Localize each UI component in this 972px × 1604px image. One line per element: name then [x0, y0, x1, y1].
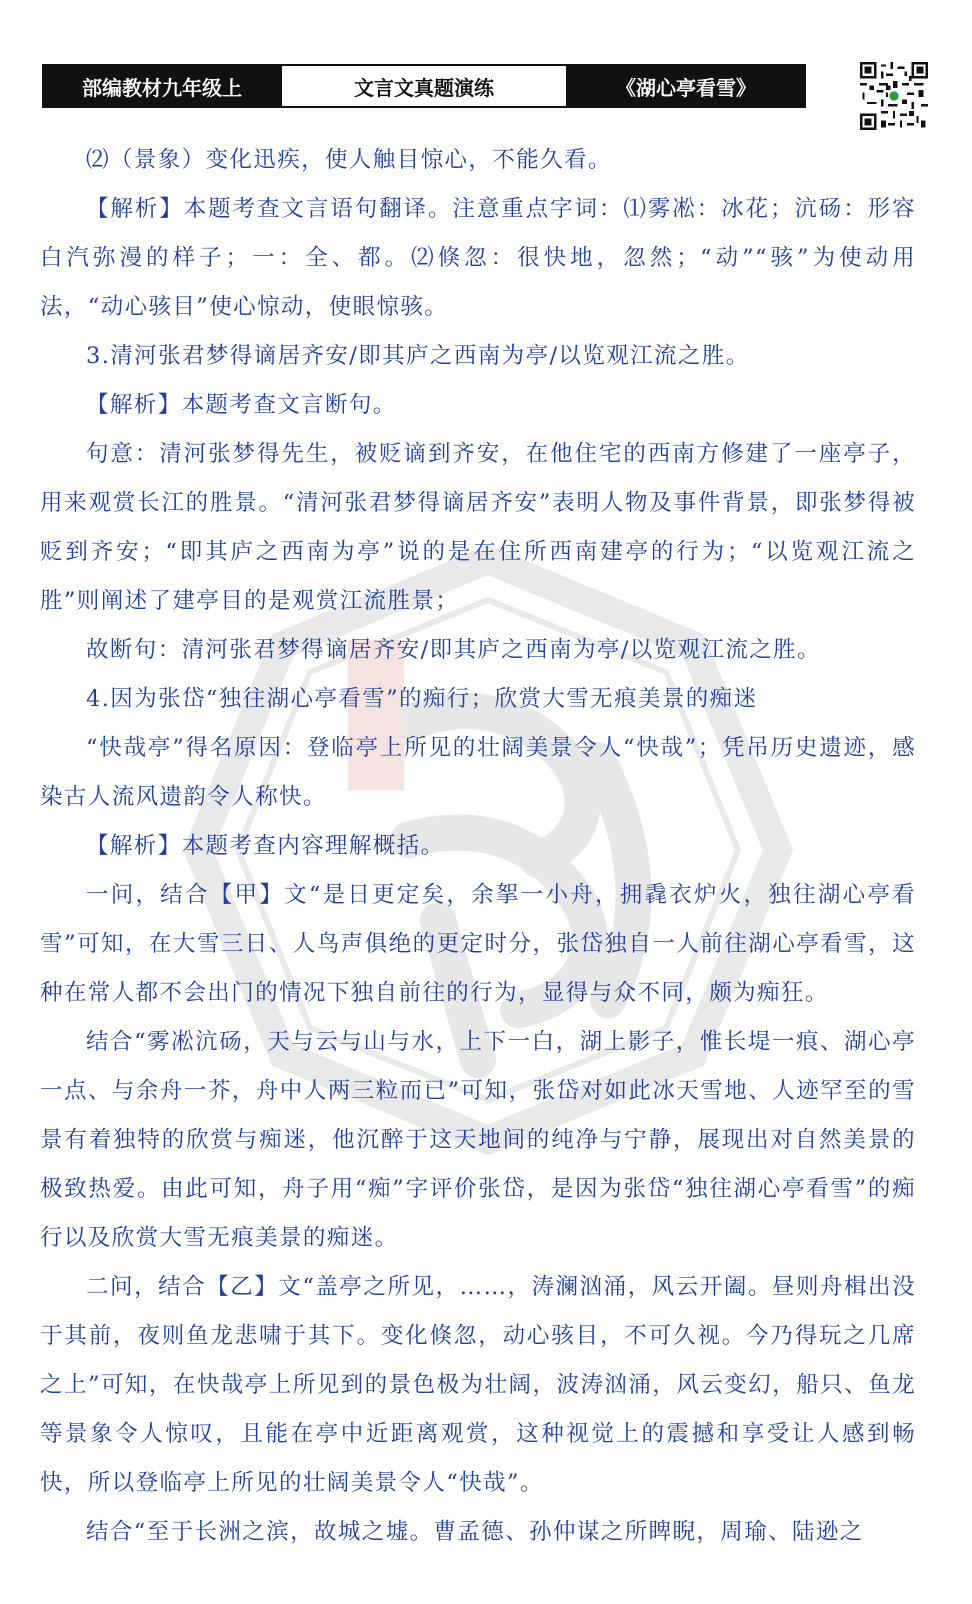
paragraph: 【解析】本题考查文言语句翻译。注意重点字词：⑴雾凇：冰花；沆砀：形容白汽弥漫的样子；一：全、都。⑵倏忽：很快地，忽然；“动”“骇”为使动用法，“动心骇目”使心惊动，使眼惊骇。: [40, 196, 916, 320]
paragraph: 3.清河张君梦得谪居齐安/即其庐之西南为亭/以览观江流之胜。: [86, 343, 750, 369]
page-header: [42, 64, 806, 108]
paragraph: 句意：清河张梦得先生，被贬谪到齐安，在他住宅的西南方修建了一座亭子，用来观赏长江的胜景。“清河张君梦得谪居齐安”表明人物及事件背景，即张梦得被贬到齐安；“即其庐之西南为亭”说的是在住所西南建亭的行为；“以览观江流之胜”则阐述了建亭目的是观赏江流胜景；: [40, 441, 916, 614]
header-section-label: 文言文真题演练: [280, 66, 568, 106]
paragraph: 故断句：清河张君梦得谪居齐安/即其庐之西南为亭/以览观江流之胜。: [86, 637, 821, 663]
paragraph: “快哉亭”得名原因：登临亭上所见的壮阔美景令人“快哉”；凭吊历史遗迹，感染古人流风遗韵令人称快。: [40, 735, 916, 810]
qr-code-icon[interactable]: [860, 62, 928, 130]
paragraph: 二问，结合【乙】文“盖亭之所见，……，涛澜汹涌，风云开阖。昼则舟楫出没于其前，夜则鱼龙悲啸于其下。变化倏忽，动心骇目，不可久视。今乃得玩之几席之上”可知，在快哉亭上所见到的景色极为壮阔，波涛汹涌，风云变幻，船只、鱼龙等景象令人惊叹，且能在亭中近距离观赏，这种视觉上的震撼和享受让人感到畅快，所以登临亭上所见的壮阔美景令人“快哉”。: [40, 1274, 916, 1496]
paragraph: 4.因为张岱“独往湖心亭看雪”的痴行；欣赏大雪无痕美景的痴迷: [86, 686, 758, 712]
paragraph: 结合“雾凇沆砀，天与云与山与水，上下一白，湖上影子，惟长堤一痕、湖心亭一点、与余舟一芥，舟中人两三粒而已”可知，张岱对如此冰天雪地、人迹罕至的雪景有着独特的欣赏与痴迷，他沉醉于这天地间的纯净与宁静，展现出对自然美景的极致热爱。由此可知，舟子用“痴”字评价张岱，是因为张岱“独往湖心亭看雪”的痴行以及欣赏大雪无痕美景的痴迷。: [40, 1029, 916, 1251]
paragraph: ⑵（景象）变化迅疾，使人触目惊心，不能久看。: [86, 147, 612, 173]
paragraph: 【解析】本题考查内容理解概括。: [86, 833, 445, 859]
paragraph: 一问，结合【甲】文“是日更定矣，余挐一小舟，拥毳衣炉火，独往湖心亭看雪”可知，在大雪三日、人鸟声俱绝的更定时分，张岱独自一人前往湖心亭看雪，这种在常人都不会出门的情况下独自前往的行为，显得与众不同，颇为痴狂。: [40, 882, 916, 1006]
answer-content: [40, 136, 916, 1557]
paragraph: 【解析】本题考查文言断句。: [86, 392, 397, 418]
header-textbook-label: 部编教材九年级上: [44, 66, 280, 106]
paragraph: 结合“至于长洲之滨，故城之墟。曹孟德、孙仲谋之所睥睨，周瑜、陆逊之: [86, 1519, 864, 1545]
header-lesson-title: 《湖心亭看雪》: [568, 66, 804, 106]
